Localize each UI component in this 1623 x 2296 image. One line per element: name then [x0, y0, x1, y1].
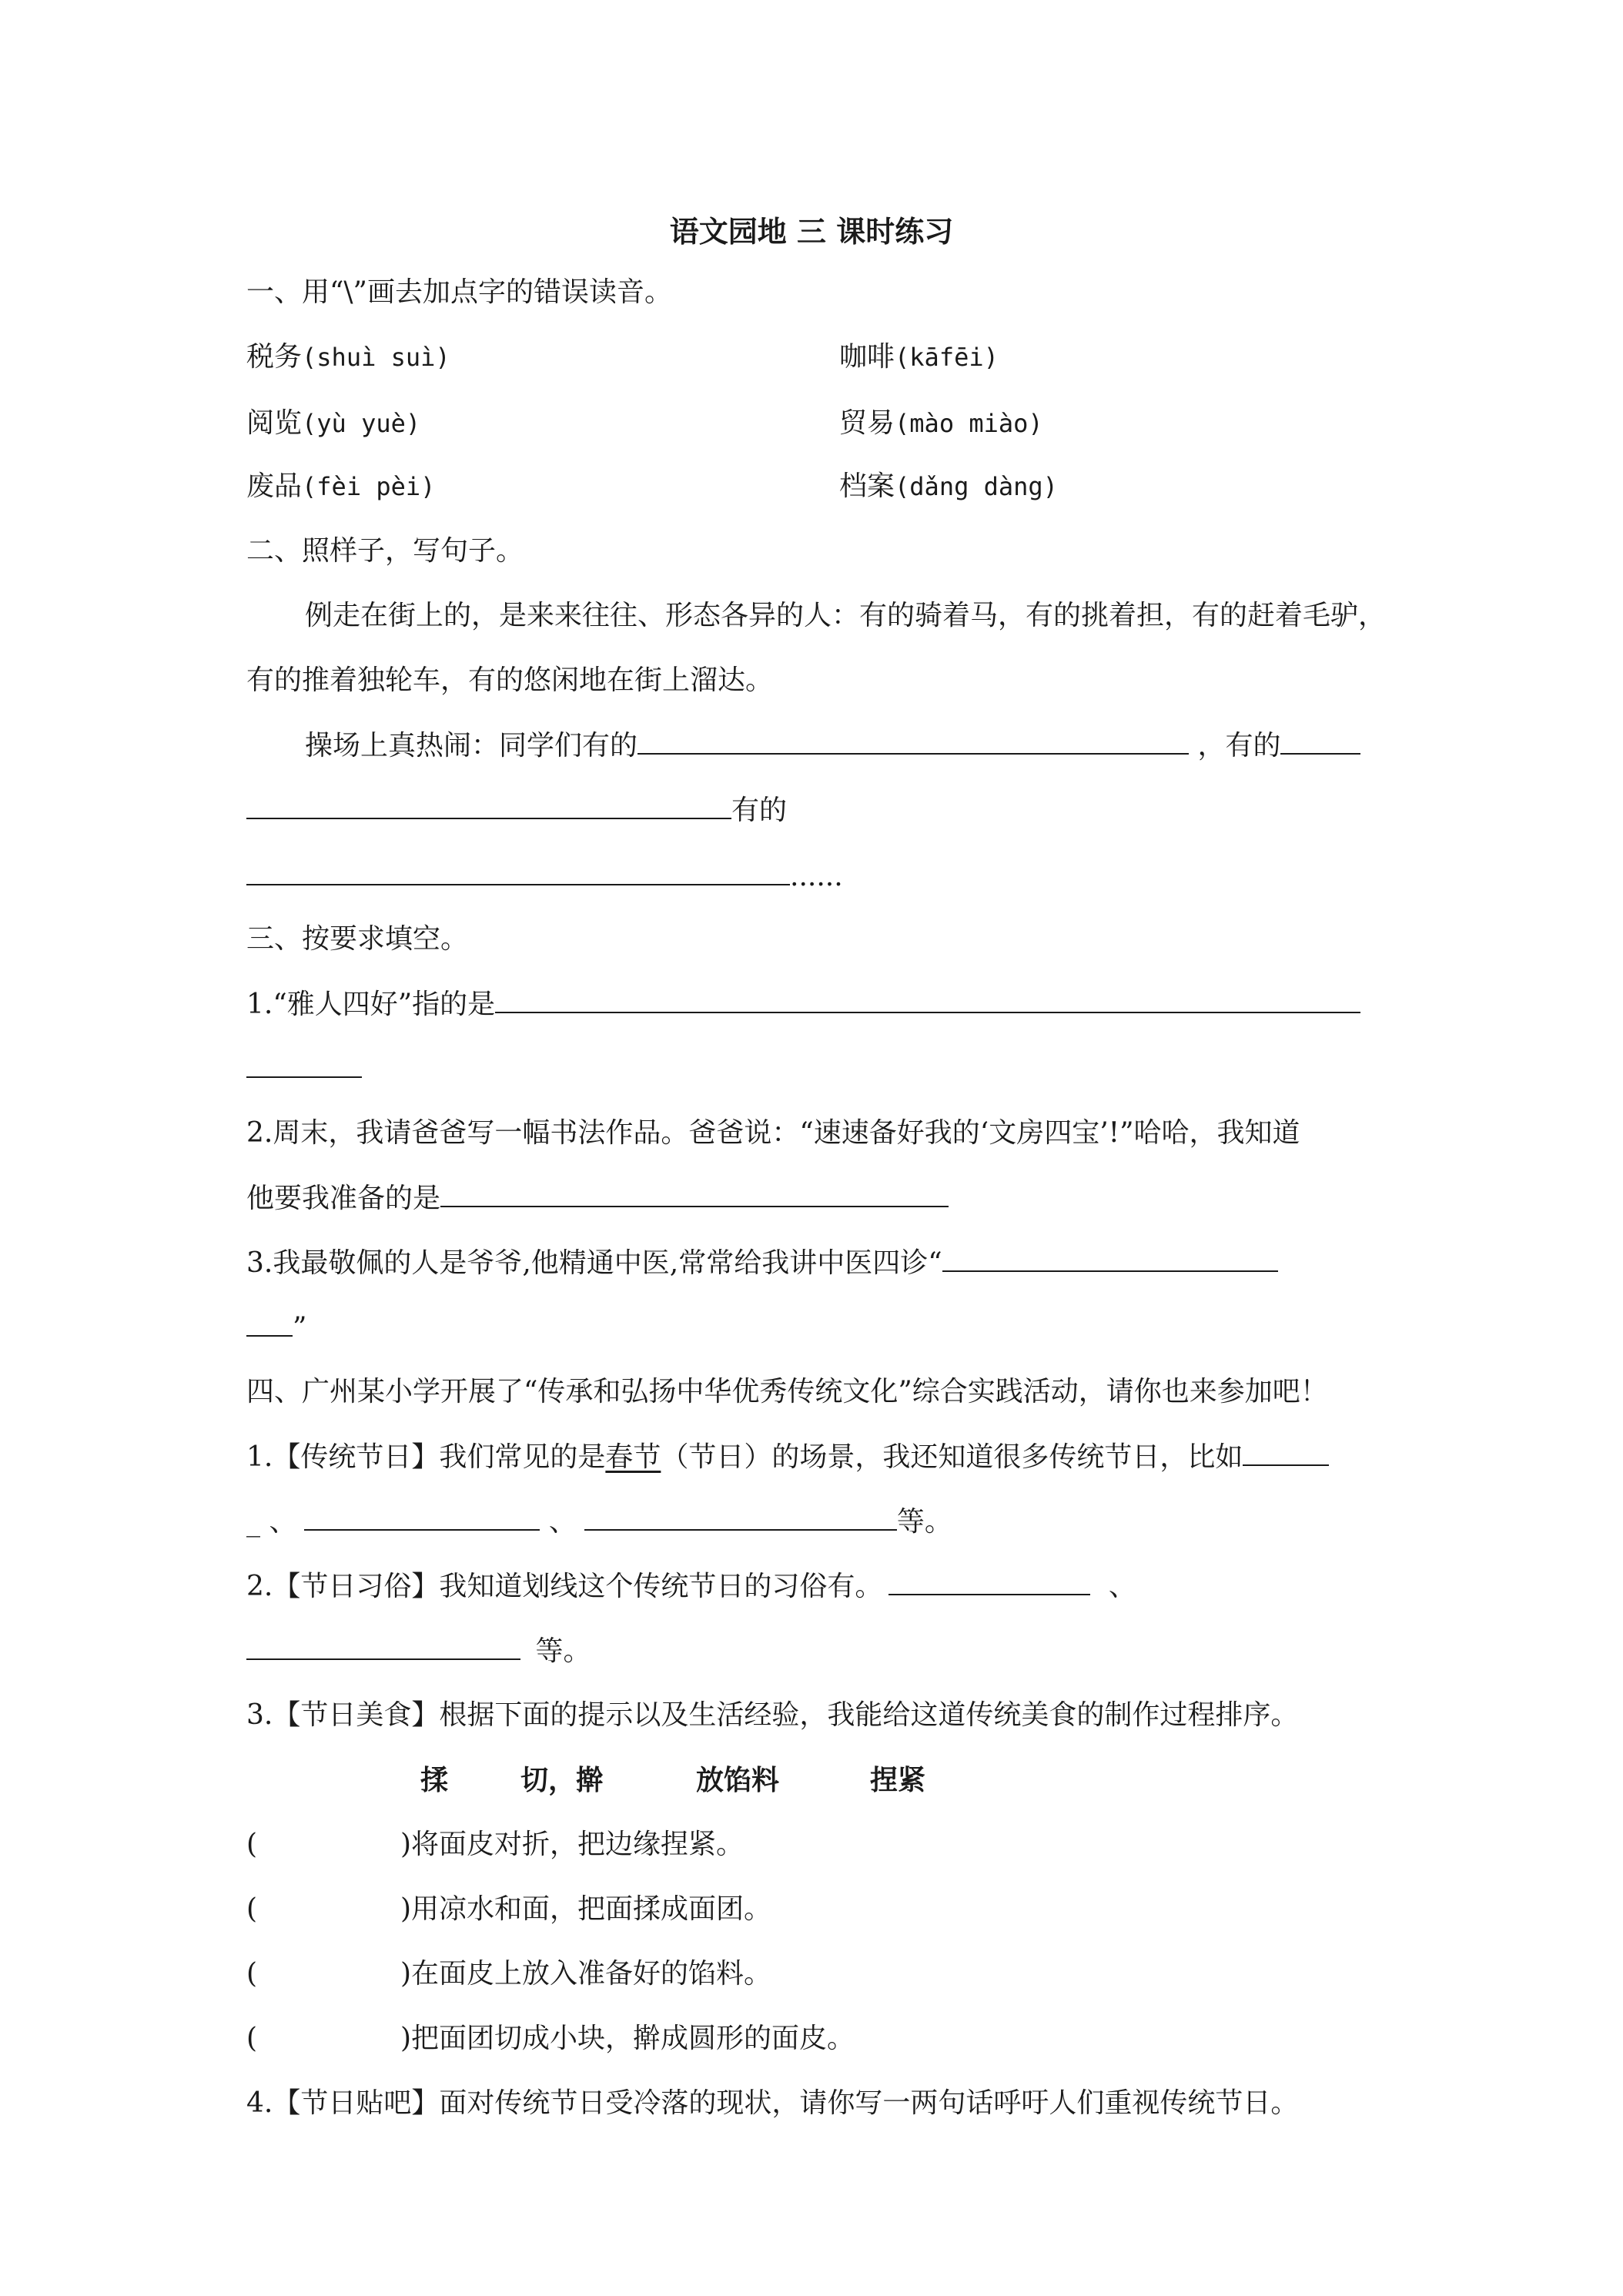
word: 咖啡	[839, 341, 895, 373]
question-3-1-continuation	[246, 1050, 362, 1088]
question-text: （节日）的场景，我还知道很多传统节日，比如	[661, 1441, 1243, 1473]
closing-quote: ”	[293, 1312, 307, 1344]
answer-blank[interactable]	[495, 986, 1360, 1013]
ordering-step	[246, 1891, 771, 1928]
separator: _ 、	[246, 1506, 297, 1538]
section-1-heading: 一、用“\”画去加点字的错误读音。	[246, 276, 672, 308]
hint-3: 放馅料	[696, 1764, 780, 1796]
pinyin-row-1	[246, 339, 999, 376]
answer-blank[interactable]	[304, 1503, 540, 1531]
answer-blank[interactable]	[440, 1180, 949, 1207]
hint-1: 揉	[420, 1764, 449, 1796]
task-you-text-2: 有的	[731, 795, 788, 826]
word: 税务	[246, 341, 303, 373]
answer-blank[interactable]	[1280, 727, 1360, 755]
section-2-heading: 二、照样子，写句子。	[246, 535, 524, 567]
pinyin-item-right	[839, 468, 1058, 505]
question-4-3: 3.【节日美食】根据下面的提示以及生活经验，我能给这道传统美食的制作过程排序。	[246, 1699, 1299, 1731]
answer-blank[interactable]	[246, 792, 731, 819]
page-title: 语文园地 三 课时练习	[669, 214, 954, 249]
example-sentence-line-1: 例走在街上的，是来来往往、形态各异的人：有的骑着马，有的挑着担，有的赶着毛驴，	[305, 600, 1387, 631]
question-end: 等。	[896, 1506, 952, 1538]
task-sentence-line-3	[246, 858, 843, 895]
pinyin-row-3	[246, 468, 1058, 505]
ellipsis: ......	[790, 861, 843, 892]
pinyin-options: (fèi pèi)	[302, 472, 436, 501]
answer-blank[interactable]	[246, 1050, 362, 1078]
step-order-input[interactable]: (	[246, 1958, 258, 1990]
question-text: 1.【传统节日】我们常见的是	[246, 1441, 606, 1473]
step-text: )将面皮对折，把边缘捏紧。	[400, 1829, 745, 1860]
separator: 、	[1108, 1571, 1136, 1602]
question-4-1-continuation	[246, 1503, 952, 1541]
ordering-step	[246, 2020, 855, 2057]
question-4-2-continuation	[246, 1632, 591, 1670]
step-text: )在面皮上放入准备好的馅料。	[400, 1958, 772, 1990]
step-order-input[interactable]: (	[246, 2023, 258, 2054]
question-text: 2.【节日习俗】我知道划线这个传统节日的习俗有。	[246, 1571, 883, 1602]
question-end: 等。	[535, 1635, 591, 1667]
task-sentence-line-2	[246, 792, 787, 829]
word: 贸易	[839, 407, 895, 439]
task-sentence-line-1	[305, 727, 1360, 765]
question-4-1	[246, 1438, 1329, 1476]
pinyin-row-2	[246, 405, 1043, 442]
question-text: 1.“雅人四好”指的是	[246, 989, 496, 1020]
answer-blank[interactable]	[246, 1632, 520, 1660]
question-text: 3.我最敬佩的人是爷爷,他精通中医,常常给我讲中医四诊“	[246, 1247, 942, 1279]
word: 阅览	[246, 407, 303, 439]
question-3-3	[246, 1244, 1278, 1282]
hint-2: 切，擀	[520, 1764, 604, 1796]
answer-blank[interactable]	[246, 858, 790, 885]
step-order-input[interactable]: (	[246, 1829, 258, 1860]
section-4-heading: 四、广州某小学开展了“传承和弘扬中华优秀传统文化”综合实践活动，请你也来参加吧！	[246, 1376, 1328, 1407]
answer-blank[interactable]	[246, 1309, 293, 1337]
ordering-step	[246, 1956, 771, 1993]
question-3-2-line-1: 2.周末，我请爸爸写一幅书法作品。爸爸说：“速速备好我的‘文房四宝’!”哈哈，我知道	[246, 1117, 1300, 1149]
question-text: 他要我准备的是	[246, 1183, 441, 1214]
answer-blank[interactable]	[942, 1244, 1278, 1272]
pinyin-options: (dǎng dàng)	[895, 472, 1058, 501]
underlined-festival: 春节	[605, 1441, 661, 1473]
separator: 、	[548, 1506, 577, 1538]
answer-blank[interactable]	[888, 1568, 1090, 1595]
answer-blank[interactable]	[584, 1503, 897, 1531]
question-4-2	[246, 1568, 1136, 1605]
pinyin-options: (mào miào)	[895, 409, 1043, 438]
section-3-heading: 三、按要求填空。	[246, 923, 469, 955]
hint-4: 捏紧	[870, 1764, 926, 1796]
word: 废品	[246, 470, 303, 502]
question-3-1	[246, 986, 1360, 1023]
pinyin-item-right	[839, 339, 999, 376]
question-4-4: 4.【节日贴吧】面对传统节日受冷落的现状，请你写一两句话呼吁人们重视传统节日。	[246, 2087, 1299, 2119]
question-3-3-continuation	[246, 1309, 306, 1347]
step-text: )用凉水和面，把面揉成面团。	[400, 1893, 772, 1925]
question-3-2-line-2	[246, 1180, 949, 1217]
task-start-text: 操场上真热闹：同学们有的	[305, 730, 638, 761]
example-sentence-line-2: 有的推着独轮车，有的悠闲地在街上溜达。	[246, 664, 774, 696]
pinyin-options: (kāfēi)	[895, 343, 999, 372]
pinyin-options: (shuì suì)	[302, 343, 450, 372]
task-you-text: ，有的	[1197, 730, 1281, 761]
step-text: )把面团切成小块，擀成圆形的面皮。	[400, 2023, 855, 2054]
pinyin-options: (yù yuè)	[302, 409, 421, 438]
step-order-input[interactable]: (	[246, 1893, 258, 1925]
answer-blank[interactable]	[1243, 1438, 1329, 1466]
ordering-step	[246, 1826, 744, 1863]
pinyin-item-right	[839, 405, 1043, 442]
word: 档案	[839, 470, 895, 502]
answer-blank[interactable]	[637, 727, 1189, 755]
